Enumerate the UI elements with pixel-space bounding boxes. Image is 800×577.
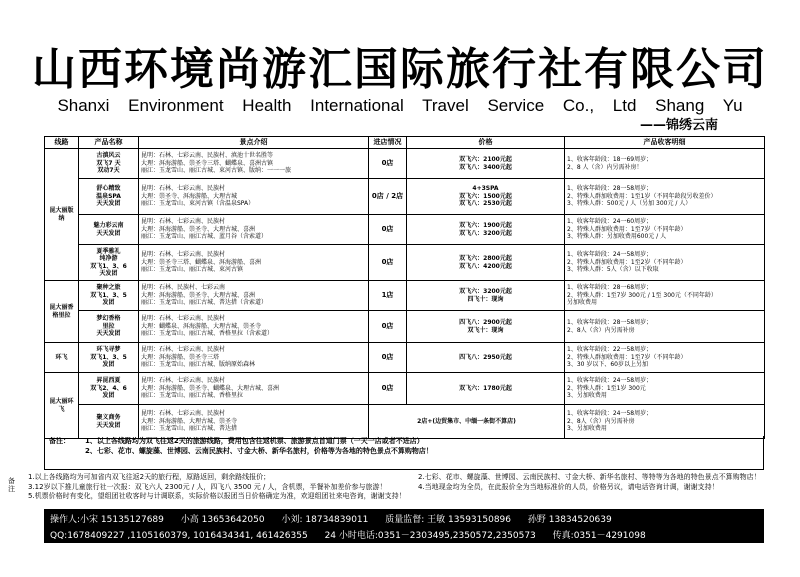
company-title: 山西环境尚游汇国际旅行社有限公司 — [32, 44, 768, 95]
table-row — [45, 311, 765, 343]
product-details — [565, 373, 765, 405]
product-name-line: 舒心精致 — [96, 185, 121, 193]
note-line: 1、以上各线路均为双飞往返2天的旅游线路，费用包含往返机票、旅游景点首道门票（一天一店或者不进店） — [85, 437, 424, 445]
spots-description — [139, 405, 369, 439]
detail-line: 2、特殊人群加收费用：1至7岁（不同年龄） — [567, 353, 687, 361]
product-name-line: 夏季雅礼 — [96, 247, 121, 255]
notes-box — [44, 436, 764, 470]
product-name-line: 天发团 — [99, 270, 118, 277]
price-info — [407, 215, 565, 245]
detail-line: 1、收客年龄段：28一58周岁； — [567, 319, 653, 326]
table-header-row — [45, 137, 765, 149]
detail-line: 1、收客年龄段：18一69周岁； — [567, 156, 653, 163]
spot-line: 昆明：石林、七彩云南、民族村 — [141, 251, 226, 259]
price-info — [407, 311, 565, 343]
detail-line: 2、特殊人群加收费用：1至7岁（不同年龄） — [567, 225, 687, 233]
spot-line: 大理：洱海游船、崇圣寺、大理古城、喜洲 — [141, 291, 256, 299]
spot-line: 大理：洱海游船、崇圣寺三塔 — [141, 353, 220, 361]
product-details — [565, 311, 765, 343]
detail-line: 1、收客年龄段：24一58周岁； — [567, 410, 653, 418]
product-details — [565, 281, 765, 311]
price-line: 四飞八：2900元起 — [459, 319, 512, 326]
spot-line: 昆明：石林、七彩云南、民族村 — [141, 410, 226, 418]
detail-line: 1、收客年龄段：28一68周岁； — [567, 284, 653, 292]
spots-description — [139, 311, 369, 343]
product-name — [79, 245, 139, 281]
product-details — [565, 179, 765, 215]
product-name-line: 双飞1、3、5 — [90, 353, 127, 361]
detail-line: 1、收客年龄段：24一58周岁； — [567, 377, 653, 385]
remark-line: 5.机票价格时有变化，望组团社收客时与计调联系，实际价格以报团当日价格确定为准，欢迎组团社来电咨询，谢谢支持！ — [28, 492, 406, 500]
price-line: 双飞八：2530元起 — [459, 200, 512, 208]
table-row — [45, 245, 765, 281]
spot-line: 丽江：玉龙雪山、丽江古城、香格里拉 — [141, 392, 244, 400]
note-line: 2、七彩、花市、螺旋藻、世博园、云南民族村、寸金大桥、新华名旅村，价格等为各地的特色景点不算购物店！ — [85, 446, 433, 455]
detail-line: 3、特殊人群：另加收费用600元 / 人 — [567, 233, 667, 241]
product-name-line: 里拉 — [102, 322, 115, 330]
table-body — [45, 149, 765, 439]
shopping-info: 0店 / 2店 — [369, 179, 407, 215]
spot-line: 昆明：石林、七彩云南、民族村 — [141, 377, 226, 385]
product-name-line: 双飞1、3、5 — [90, 291, 127, 299]
product-name — [79, 281, 139, 311]
detail-line: 2、特殊人群：1至1岁 300元 — [567, 384, 646, 392]
remark-line: 1.以上各线路均为可加省内双飞往返2天的旅行程，原路返回，剩余路线报价； — [28, 473, 271, 481]
product-name — [79, 149, 139, 179]
remark-line: 3.12岁以下推儿童旅行社一次报：双飞六人 2300元 / 人，四飞八 3500 元 / 人，含机票，半餐补加差价参与旅游！ — [28, 482, 387, 491]
remark-line: 4.当地现金均为全员，在此报价全为当地标准价的人员，价格另议，请电话咨询计调，谢谢支持！ — [418, 482, 719, 491]
price-line: 双飞六：1900元起 — [459, 222, 512, 229]
spot-line: 大理：崇圣寺、洱海游船、大理古城 — [141, 192, 238, 200]
spot-line: 昆明：石林、七彩云南、民族村 — [141, 315, 226, 323]
header-route: 线路 — [45, 137, 79, 149]
spot-line: 昆明：石林、七彩云南、民族村 — [141, 218, 226, 226]
price-line: 双飞六：1500元起 — [459, 192, 512, 200]
product-name-line: 双动7天 — [97, 167, 120, 175]
price-info — [407, 149, 565, 179]
price-info — [407, 179, 565, 215]
spot-line: 大理：崇圣寺三塔、蝴蝶泉、洱海游船、喜洲 — [141, 258, 262, 266]
header-spots: 景点介绍 — [139, 137, 369, 149]
spot-line: 丽江：玉龙雪山、丽江古城、版纳原始森林 — [141, 361, 256, 369]
contact-row-2 — [50, 528, 660, 541]
price-line: 双飞六：2800元起 — [459, 255, 512, 262]
detail-line: 3、另加收费用 — [567, 392, 607, 400]
price-info — [369, 405, 565, 439]
product-details — [565, 405, 765, 439]
header-price: 价格 — [407, 137, 565, 149]
detail-line: 2、8 人（含）内另需补房！ — [567, 163, 643, 171]
hotline: 24 小时电话:0351－2303495,2350572,2350573 — [324, 531, 536, 541]
spot-line: 丽江：玉龙雪山、丽江古城、束河古镇、版纳：一一一旅 — [141, 167, 292, 175]
price-line: 四飞八：2950元起 — [459, 353, 512, 361]
price-line: 2店+(边贸集市、中缅一条街不算店) — [417, 417, 516, 425]
product-name-line: 发团 — [102, 361, 115, 369]
detail-line: 1、收客年龄段：22一58周岁； — [567, 346, 653, 354]
shopping-info: 0店 — [369, 215, 407, 245]
detail-line: 1、收客年龄段：24一58周岁； — [567, 251, 653, 259]
detail-line: 2、特殊人群加收费用：1至2岁（不同年龄） — [567, 258, 687, 266]
spots-description — [139, 179, 369, 215]
product-name — [79, 373, 139, 405]
product-name-line: 双飞2、4、6 — [90, 384, 127, 392]
detail-line: 3、特殊人群：5人（含）以下收取 — [567, 266, 659, 274]
spot-line: 丽江：玉龙雪山、丽江古城、普达措（含索道） — [141, 299, 268, 307]
product-details — [565, 215, 765, 245]
spots-description — [139, 245, 369, 281]
spots-description — [139, 149, 369, 179]
table-row — [45, 373, 765, 405]
operator-contact-3: 小刘: 18734839011 — [281, 515, 369, 525]
product-name-line: 天天发团 — [96, 421, 121, 429]
detail-line: 3、30 岁以下、60岁以上另加 — [567, 361, 648, 369]
route-region: 环飞 — [45, 343, 79, 373]
spot-line: 昆明：石林、七彩云南、民族村、滇池十世名胜等 — [141, 152, 274, 160]
operator-contact-2: 小高 13653642050 — [180, 515, 265, 525]
remarks-left — [28, 473, 418, 492]
detail-line: 2、8人（含）内另需补房 — [567, 417, 635, 425]
price-info — [407, 343, 565, 373]
price-line: 双飞六：3200元起 — [459, 288, 512, 295]
table-row — [45, 343, 765, 373]
shopping-info: 1店 — [369, 281, 407, 311]
spots-description — [139, 343, 369, 373]
price-line: 双飞六：1780元起 — [459, 384, 512, 392]
quality-supervisor-2: 孙野 13834520639 — [527, 515, 612, 525]
table-row — [45, 149, 765, 179]
remarks-right — [418, 473, 792, 492]
spots-description — [139, 373, 369, 405]
quality-supervisor: 质量监督: 王敏 13593150896 — [385, 515, 512, 525]
product-name-line: 双飞1、3、6 — [90, 262, 127, 270]
route-region: 昆大丽香格里拉 — [45, 281, 79, 343]
price-info — [407, 373, 565, 405]
notes-label: 备注： — [49, 437, 70, 445]
product-details — [565, 149, 765, 179]
detail-line: 1、收客年龄段：28一58周岁； — [567, 185, 653, 193]
product-name-line: 聚种之旅 — [96, 284, 121, 292]
spot-line: 昆明：石林、民族村、七彩云南 — [141, 284, 226, 292]
detail-line: 2、8人（含）内另需补房 — [567, 326, 635, 334]
spot-line: 丽江：玉龙雪山、丽江古城、普达措 — [141, 425, 238, 433]
operator-contact: 操作人:小宋 15135127689 — [50, 515, 164, 525]
product-name — [79, 311, 139, 343]
shopping-info: 0店 — [369, 373, 407, 405]
product-name-line: 梦幻香格 — [96, 315, 121, 323]
product-name-line: 环飞寻梦 — [96, 346, 121, 354]
spot-line: 大理：洱海游船、大理古城、崇圣寺 — [141, 417, 238, 425]
table-row — [45, 215, 765, 245]
price-line: 双飞六：2100元起 — [459, 156, 512, 163]
product-name-line: 天天发团 — [96, 200, 121, 208]
shopping-info: 0店 — [369, 343, 407, 373]
spot-line: 昆明：石林、七彩云南、民族村 — [141, 346, 226, 354]
price-line: 四飞十：现询 — [467, 295, 504, 303]
price-info — [407, 281, 565, 311]
shopping-info: 0店 — [369, 149, 407, 179]
remarks-bottom — [28, 492, 798, 502]
detail-line: 1、收客年龄段：24一60周岁； — [567, 218, 653, 226]
header-details: 产品收客明细 — [565, 137, 765, 149]
qq-numbers: QQ:1678409227 ,1105160379, 1016434341, 461426355 — [50, 531, 308, 541]
detail-line: 3、另加收费用 — [567, 425, 607, 433]
table-row — [45, 179, 765, 215]
price-line: 双飞八：4200元起 — [459, 262, 512, 270]
spot-line: 大理：洱海游船、崇圣寺、蝴蝶泉、大理古城、喜洲 — [141, 384, 280, 392]
contact-bar — [44, 509, 764, 543]
product-name-line: 天天发团 — [96, 330, 121, 338]
product-details — [565, 245, 765, 281]
spot-line: 丽江：玉龙雪山、丽江古城、蓝月谷（含索道） — [141, 233, 268, 241]
product-name-line: 古滇风云 — [96, 152, 121, 160]
remarks-label: 备注 — [8, 477, 15, 493]
price-line: 4+3SPA — [472, 185, 499, 193]
product-name — [79, 215, 139, 245]
detail-line: 3、特殊人群：500元 / 人（另加 300元 / 人） — [567, 200, 692, 208]
detail-line: 2、特殊人群：1至7岁 300元 / 1至 300元（不同年龄） — [567, 291, 717, 299]
contact-row-1 — [50, 512, 626, 525]
spots-description — [139, 281, 369, 311]
table-row — [45, 405, 765, 439]
price-line: 双飞八：3400元起 — [459, 163, 512, 171]
product-name-line: 聚义商务 — [96, 414, 121, 421]
shopping-info: 0店 — [369, 311, 407, 343]
product-name-line: 双飞7 天 — [96, 159, 121, 167]
product-name-line: 天天发团 — [96, 229, 121, 237]
product-name-line: 魅力彩云南 — [93, 222, 124, 229]
product-name-line: 昇昆西夏 — [96, 377, 121, 385]
product-name — [79, 179, 139, 215]
product-name-line: 温泉SPA — [96, 192, 121, 200]
route-region: 昆大丽环飞 — [45, 373, 79, 439]
spot-line: 丽江：玉龙雪山、丽江古城、香格里拉（含索道） — [141, 330, 274, 338]
header-shopping: 进店情况 — [369, 137, 407, 149]
spot-line: 大理：洱海游船、崇圣寺三塔、蝴蝶泉、喜洲古镇 — [141, 159, 274, 167]
company-english-name: Shanxi Environment Health International Travel Service Co., Ltd Shang Yu — [57, 96, 743, 115]
shopping-info: 0店 — [369, 245, 407, 281]
remark-line: 2.七彩、花市、螺旋藻、世博园、云南民族村、寸金大桥、新华名旅村、等特等为各地的特色景点不算购物店！ — [418, 473, 761, 481]
detail-line: 另加收费用 — [567, 299, 598, 307]
product-name-line: 纯净游 — [99, 255, 118, 262]
table-row — [45, 281, 765, 311]
detail-line: 2、特殊人群加收费用：1至1岁（不同年龄段另收差价） — [567, 192, 717, 200]
spot-line: 丽江：玉龙雪山、丽江古城、束河古镇 — [141, 266, 244, 274]
itinerary-table — [44, 136, 764, 436]
product-name-line: 发团 — [102, 299, 115, 307]
spot-line: 丽江：玉龙雪山、束河古镇（含温泉SPA） — [141, 200, 255, 208]
price-line: 双飞八：3200元起 — [459, 229, 512, 237]
header-product-name: 产品名称 — [79, 137, 139, 149]
price-line: 双飞十：现询 — [467, 326, 504, 334]
product-name — [79, 343, 139, 373]
fax: 传真:0351－4291098 — [552, 531, 646, 541]
spots-description — [139, 215, 369, 245]
price-info — [407, 245, 565, 281]
product-brand: ——锦绣云南 — [640, 118, 719, 133]
product-name-line: 发团 — [102, 392, 115, 400]
product-name — [79, 405, 139, 439]
product-details — [565, 343, 765, 373]
spot-line: 大理：蝴蝶泉、洱海游船、大理古城、崇圣寺 — [141, 322, 262, 330]
spot-line: 昆明：石林、七彩云南、民族村 — [141, 185, 226, 193]
spot-line: 大理：洱海游船、崇圣寺、大理古城、喜洲 — [141, 225, 256, 233]
route-region: 昆大丽版纳 — [45, 149, 79, 281]
